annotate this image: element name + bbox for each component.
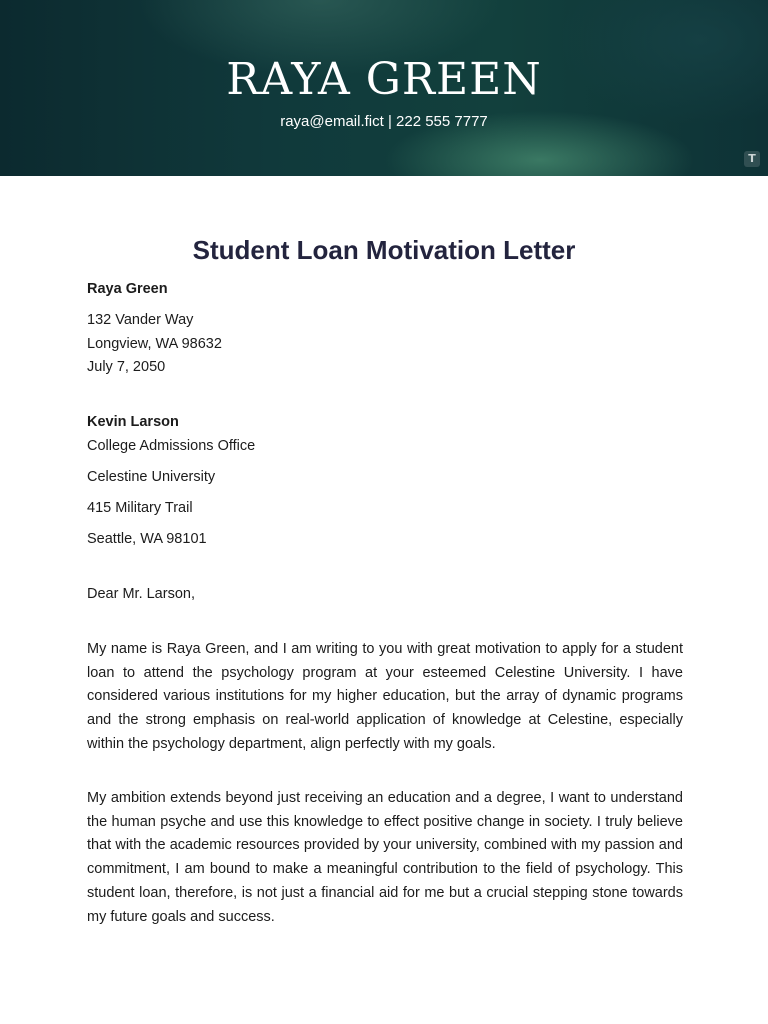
header-contact: raya@email.fict | 222 555 7777: [280, 113, 488, 130]
letter-title: Student Loan Motivation Letter: [192, 235, 576, 265]
sender-address-line2: Longview, WA 98632: [87, 336, 222, 352]
body-paragraph-1: My name is Raya Green, and I am writing to you with great motivation to apply for a student loan to attend the psychology program at your esteemed Celestine University. I have considered various institutions for my higher education, but the array of dynamic programs and the strong emphasis on real-world application of knowledge at Celestine, especially within the psychology department, align perfectly with my goals.: [87, 641, 683, 752]
sender-address-line1: 132 Vander Way: [87, 312, 194, 328]
sender-name: Raya Green: [87, 281, 168, 297]
salutation: Dear Mr. Larson,: [87, 586, 195, 602]
recipient-office: College Admissions Office: [87, 438, 256, 454]
header-banner: [0, 0, 768, 176]
letter-date: July 7, 2050: [87, 359, 166, 375]
recipient-name: Kevin Larson: [87, 414, 179, 430]
recipient-street: 415 Military Trail: [87, 500, 193, 516]
header-name: RAYA GREEN: [226, 54, 542, 105]
recipient-city: Seattle, WA 98101: [87, 531, 207, 547]
template-mark-icon: T: [744, 151, 760, 167]
body-paragraph-2: My ambition extends beyond just receiving an education and a degree, I want to understand the human psyche and use this knowledge to effect positive change in society. I truly believe that with the academic resources provided by your university, combined with my passion and commitment, I am bound to make a meaningful contribution to the field of psychology. This student loan, therefore, is not just a financial aid for me but a crucial stepping stone towards my future goals and success.: [87, 790, 683, 925]
recipient-institution: Celestine University: [87, 469, 216, 485]
